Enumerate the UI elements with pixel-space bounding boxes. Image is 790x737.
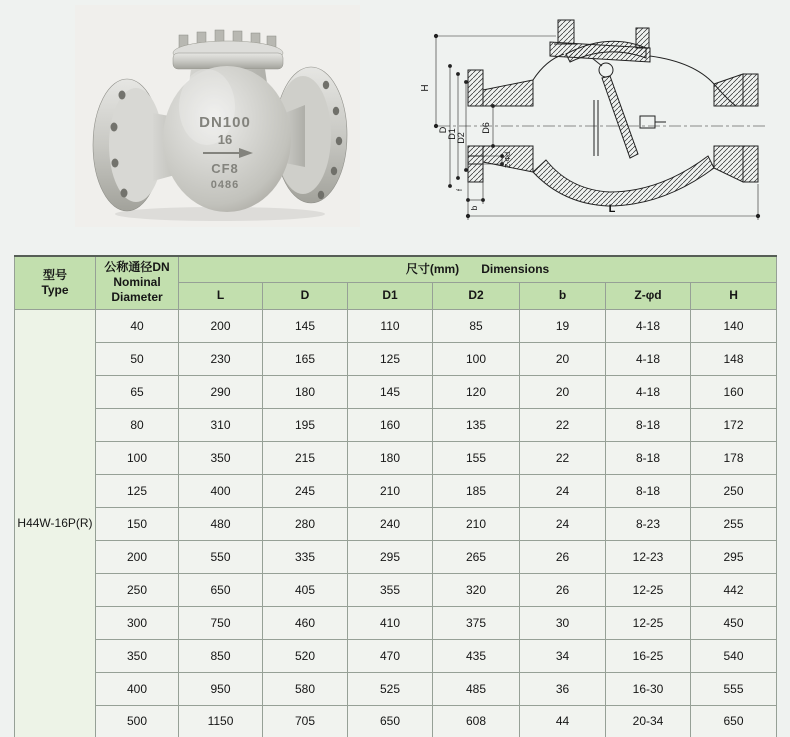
cell-H: 250 <box>691 474 777 507</box>
cell-D: 145 <box>263 309 348 342</box>
cell-D1: 525 <box>348 672 433 705</box>
cell-D2: 85 <box>433 309 520 342</box>
cell-L: 550 <box>179 540 263 573</box>
cell-D: 165 <box>263 342 348 375</box>
cell-D1: 110 <box>348 309 433 342</box>
cell-D1: 410 <box>348 606 433 639</box>
cell-D2: 485 <box>433 672 520 705</box>
header-dn-cn: 公称通径DN <box>104 260 170 275</box>
cell-D: 460 <box>263 606 348 639</box>
header-dims-cn: 尺寸(mm) <box>405 261 460 276</box>
table-row <box>15 507 777 540</box>
cell-b: 20 <box>520 375 606 408</box>
cell-H: 172 <box>691 408 777 441</box>
cell-D1: 180 <box>348 441 433 474</box>
table-row <box>15 474 777 507</box>
cell-dn: 400 <box>96 672 179 705</box>
header-col-H: H <box>691 282 777 309</box>
header-col-D2: D2 <box>433 282 520 309</box>
cell-H: 450 <box>691 606 777 639</box>
cell-Zd: 12-25 <box>606 573 691 606</box>
cell-H: 442 <box>691 573 777 606</box>
cell-b: 34 <box>520 639 606 672</box>
cell-D2: 185 <box>433 474 520 507</box>
header-type-en: Type <box>41 282 69 297</box>
valve-photo <box>75 5 360 227</box>
cell-b: 24 <box>520 507 606 540</box>
dim-label-H: H <box>420 84 431 92</box>
cell-L: 1150 <box>179 705 263 737</box>
header-nominal-diameter <box>96 256 179 309</box>
header-dimensions <box>179 256 777 282</box>
cell-L: 230 <box>179 342 263 375</box>
swing-disc <box>602 76 638 158</box>
dimensions-table <box>14 255 777 737</box>
marking-serial: 0486 <box>210 179 240 191</box>
cell-D: 245 <box>263 474 348 507</box>
valve-drawing <box>398 8 786 240</box>
cell-b: 19 <box>520 309 606 342</box>
cell-dn: 125 <box>96 474 179 507</box>
valve-photo-svg <box>75 5 360 227</box>
cell-Zd: 4-18 <box>606 342 691 375</box>
cell-D2: 120 <box>433 375 520 408</box>
cell-L: 480 <box>179 507 263 540</box>
dim-label-L: L <box>608 203 616 215</box>
table-row <box>15 375 777 408</box>
marking-pn16: 16 <box>217 132 233 147</box>
cell-b: 22 <box>520 441 606 474</box>
dim-label-D1: D1 <box>447 128 457 140</box>
cell-D2: 265 <box>433 540 520 573</box>
table-row <box>15 342 777 375</box>
cell-D1: 210 <box>348 474 433 507</box>
cell-D2: 135 <box>433 408 520 441</box>
cell-D: 520 <box>263 639 348 672</box>
cell-H: 540 <box>691 639 777 672</box>
dim-label-Zd: Z-Φd <box>505 151 512 169</box>
cell-H: 160 <box>691 375 777 408</box>
cell-L: 850 <box>179 639 263 672</box>
table-body <box>15 309 777 737</box>
cell-D2: 210 <box>433 507 520 540</box>
cell-Zd: 16-25 <box>606 639 691 672</box>
table-row <box>15 705 777 737</box>
cell-D1: 240 <box>348 507 433 540</box>
cell-D2: 155 <box>433 441 520 474</box>
cell-D2: 435 <box>433 639 520 672</box>
cell-Zd: 8-18 <box>606 474 691 507</box>
marking-cf8: CF8 <box>211 161 239 176</box>
cell-D1: 160 <box>348 408 433 441</box>
cell-b: 22 <box>520 408 606 441</box>
table-row <box>15 540 777 573</box>
cell-D: 280 <box>263 507 348 540</box>
cell-Zd: 4-18 <box>606 375 691 408</box>
cell-L: 310 <box>179 408 263 441</box>
cell-D1: 650 <box>348 705 433 737</box>
cell-D2: 320 <box>433 573 520 606</box>
dim-label-f: f <box>457 189 464 191</box>
cell-D1: 145 <box>348 375 433 408</box>
cell-dn: 80 <box>96 408 179 441</box>
cell-b: 36 <box>520 672 606 705</box>
dim-label-D6: D6 <box>481 122 491 134</box>
cell-dn: 100 <box>96 441 179 474</box>
cell-D1: 470 <box>348 639 433 672</box>
cell-Zd: 8-18 <box>606 441 691 474</box>
cell-D1: 125 <box>348 342 433 375</box>
cell-H: 148 <box>691 342 777 375</box>
cell-b: 30 <box>520 606 606 639</box>
cell-dn: 300 <box>96 606 179 639</box>
cell-H: 140 <box>691 309 777 342</box>
cell-Zd: 4-18 <box>606 309 691 342</box>
cell-L: 750 <box>179 606 263 639</box>
valve-drawing-svg <box>398 8 786 240</box>
table-row <box>15 309 777 342</box>
table-row <box>15 606 777 639</box>
cell-L: 290 <box>179 375 263 408</box>
header-col-L: L <box>179 282 263 309</box>
table-row <box>15 408 777 441</box>
cell-D2: 375 <box>433 606 520 639</box>
dim-label-D: D <box>438 126 448 134</box>
header-col-D1: D1 <box>348 282 433 309</box>
table-row <box>15 639 777 672</box>
cell-L: 650 <box>179 573 263 606</box>
header-dn-en1: Nominal <box>113 275 161 290</box>
marking-dn100: DN100 <box>199 114 251 131</box>
header-col-D: D <box>263 282 348 309</box>
cell-b: 20 <box>520 342 606 375</box>
cell-D1: 295 <box>348 540 433 573</box>
cell-D: 705 <box>263 705 348 737</box>
cell-L: 200 <box>179 309 263 342</box>
cell-b: 26 <box>520 540 606 573</box>
cell-H: 255 <box>691 507 777 540</box>
header-dn-en2: Diameter <box>111 290 163 305</box>
dim-label-D2: D2 <box>456 132 466 144</box>
cell-dn: 150 <box>96 507 179 540</box>
cell-dn: 40 <box>96 309 179 342</box>
cell-D: 195 <box>263 408 348 441</box>
cell-dn: 350 <box>96 639 179 672</box>
dim-label-b: b <box>470 205 479 211</box>
bonnet-bolt-left <box>554 20 578 44</box>
cell-D: 180 <box>263 375 348 408</box>
cell-H: 295 <box>691 540 777 573</box>
cell-Zd: 12-25 <box>606 606 691 639</box>
header-col-b: b <box>520 282 606 309</box>
cell-Zd: 12-23 <box>606 540 691 573</box>
cell-dn: 500 <box>96 705 179 737</box>
cell-L: 950 <box>179 672 263 705</box>
cell-Zd: 20-34 <box>606 705 691 737</box>
table-row <box>15 573 777 606</box>
cell-H: 178 <box>691 441 777 474</box>
cell-H: 650 <box>691 705 777 737</box>
header-type-cn: 型号 <box>42 267 67 282</box>
header-type <box>15 256 96 309</box>
cell-D: 335 <box>263 540 348 573</box>
cell-Zd: 8-18 <box>606 408 691 441</box>
header-dims-en: Dimensions <box>481 261 550 276</box>
cell-dn: 250 <box>96 573 179 606</box>
type-value-cell: H44W-16P(R) <box>15 309 96 737</box>
cell-Zd: 16-30 <box>606 672 691 705</box>
cell-Zd: 8-23 <box>606 507 691 540</box>
cell-b: 26 <box>520 573 606 606</box>
cell-L: 350 <box>179 441 263 474</box>
header-col-Zd: Z-φd <box>606 282 691 309</box>
table-row <box>15 672 777 705</box>
cell-D: 215 <box>263 441 348 474</box>
cell-L: 400 <box>179 474 263 507</box>
cell-dn: 200 <box>96 540 179 573</box>
cell-D1: 355 <box>348 573 433 606</box>
cell-D2: 608 <box>433 705 520 737</box>
cell-b: 44 <box>520 705 606 737</box>
cell-dn: 65 <box>96 375 179 408</box>
cell-D: 580 <box>263 672 348 705</box>
cell-D: 405 <box>263 573 348 606</box>
cell-b: 24 <box>520 474 606 507</box>
cell-dn: 50 <box>96 342 179 375</box>
cell-H: 555 <box>691 672 777 705</box>
table-row <box>15 441 777 474</box>
cell-D2: 100 <box>433 342 520 375</box>
